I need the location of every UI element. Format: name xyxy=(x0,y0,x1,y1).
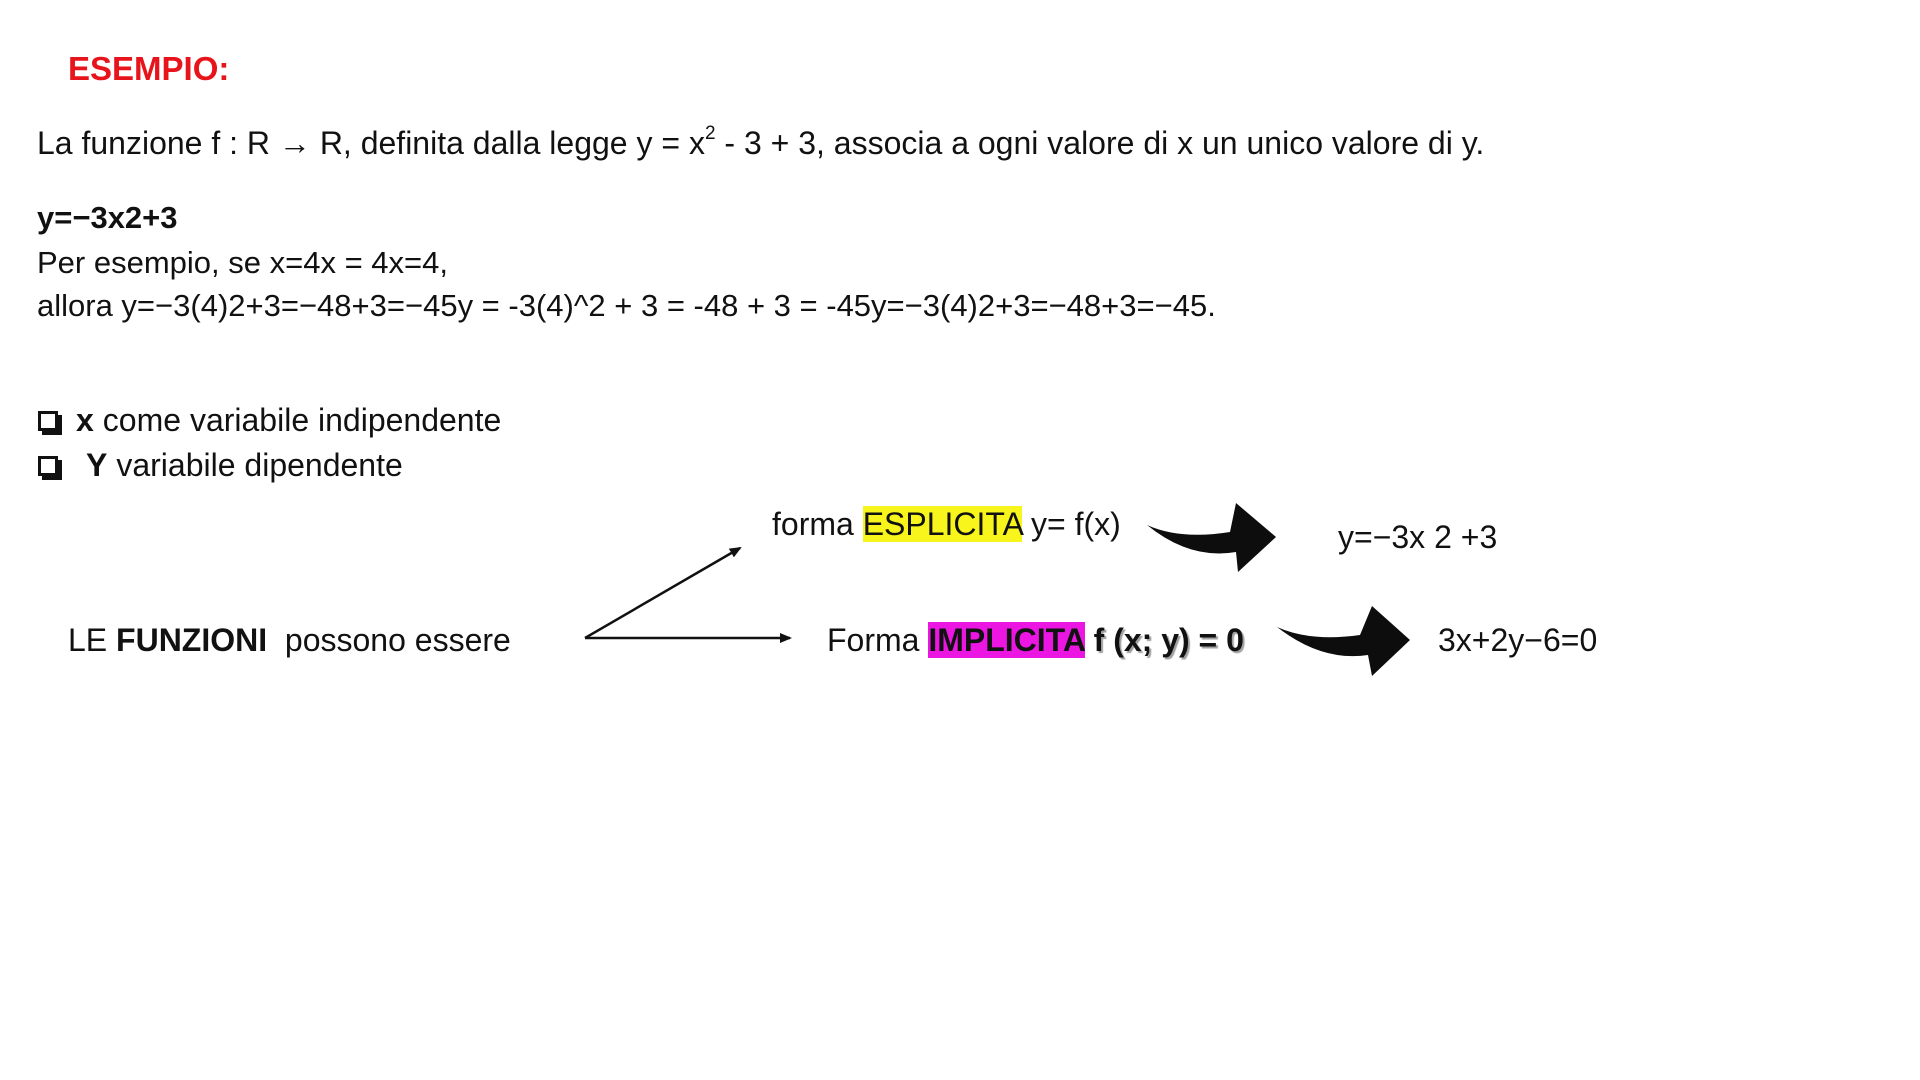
intro-superscript: 2 xyxy=(704,123,716,145)
funzioni-bold: FUNZIONI xyxy=(116,622,268,658)
implicita-highlight: IMPLICITA xyxy=(928,622,1085,658)
example-line-2: allora y=−3(4)2+3=−48+3=−45y = -3(4)^2 + 3 = -48 + 3 = -45y=−3(4)2+3=−48+3=−45. xyxy=(37,288,1216,323)
funzioni-suffix: possono essere xyxy=(267,622,511,658)
intro-after-sup: - 3 + 3, associa a ogni valore di x un unico valore di y. xyxy=(715,125,1485,161)
intro-before-sup: La funzione f : R → R, definita dalla legge y = x xyxy=(37,125,705,161)
bullet-text-x: come variabile indipendente xyxy=(102,402,502,438)
bullet-bold-x: x xyxy=(76,402,94,438)
esplicita-prefix: forma xyxy=(772,506,863,542)
curved-arrow-icon xyxy=(1147,503,1276,572)
implicita-result: 3x+2y−6=0 xyxy=(1438,622,1598,658)
implicita-prefix: Forma xyxy=(827,622,929,658)
example-line-1: Per esempio, se x=4x = 4x=4, xyxy=(37,245,448,280)
example-title: ESEMPIO: xyxy=(68,50,230,87)
funzioni-prefix: LE xyxy=(68,622,117,658)
esplicita-highlight: ESPLICITA xyxy=(862,506,1023,542)
arrow-to-esplicita xyxy=(585,548,740,638)
curved-arrow-icon xyxy=(1277,606,1410,676)
esplicita-suffix: y= f(x) xyxy=(1022,506,1121,542)
bullet-bold-y: Y xyxy=(86,447,108,483)
esplicita-result: y=−3x 2 +3 xyxy=(1338,519,1498,555)
bullet-text-y: variabile dipendente xyxy=(116,447,403,483)
implicita-suffix: f (x; y) = 0 xyxy=(1084,622,1244,658)
equation-heading: y=−3x2+3 xyxy=(37,200,178,235)
